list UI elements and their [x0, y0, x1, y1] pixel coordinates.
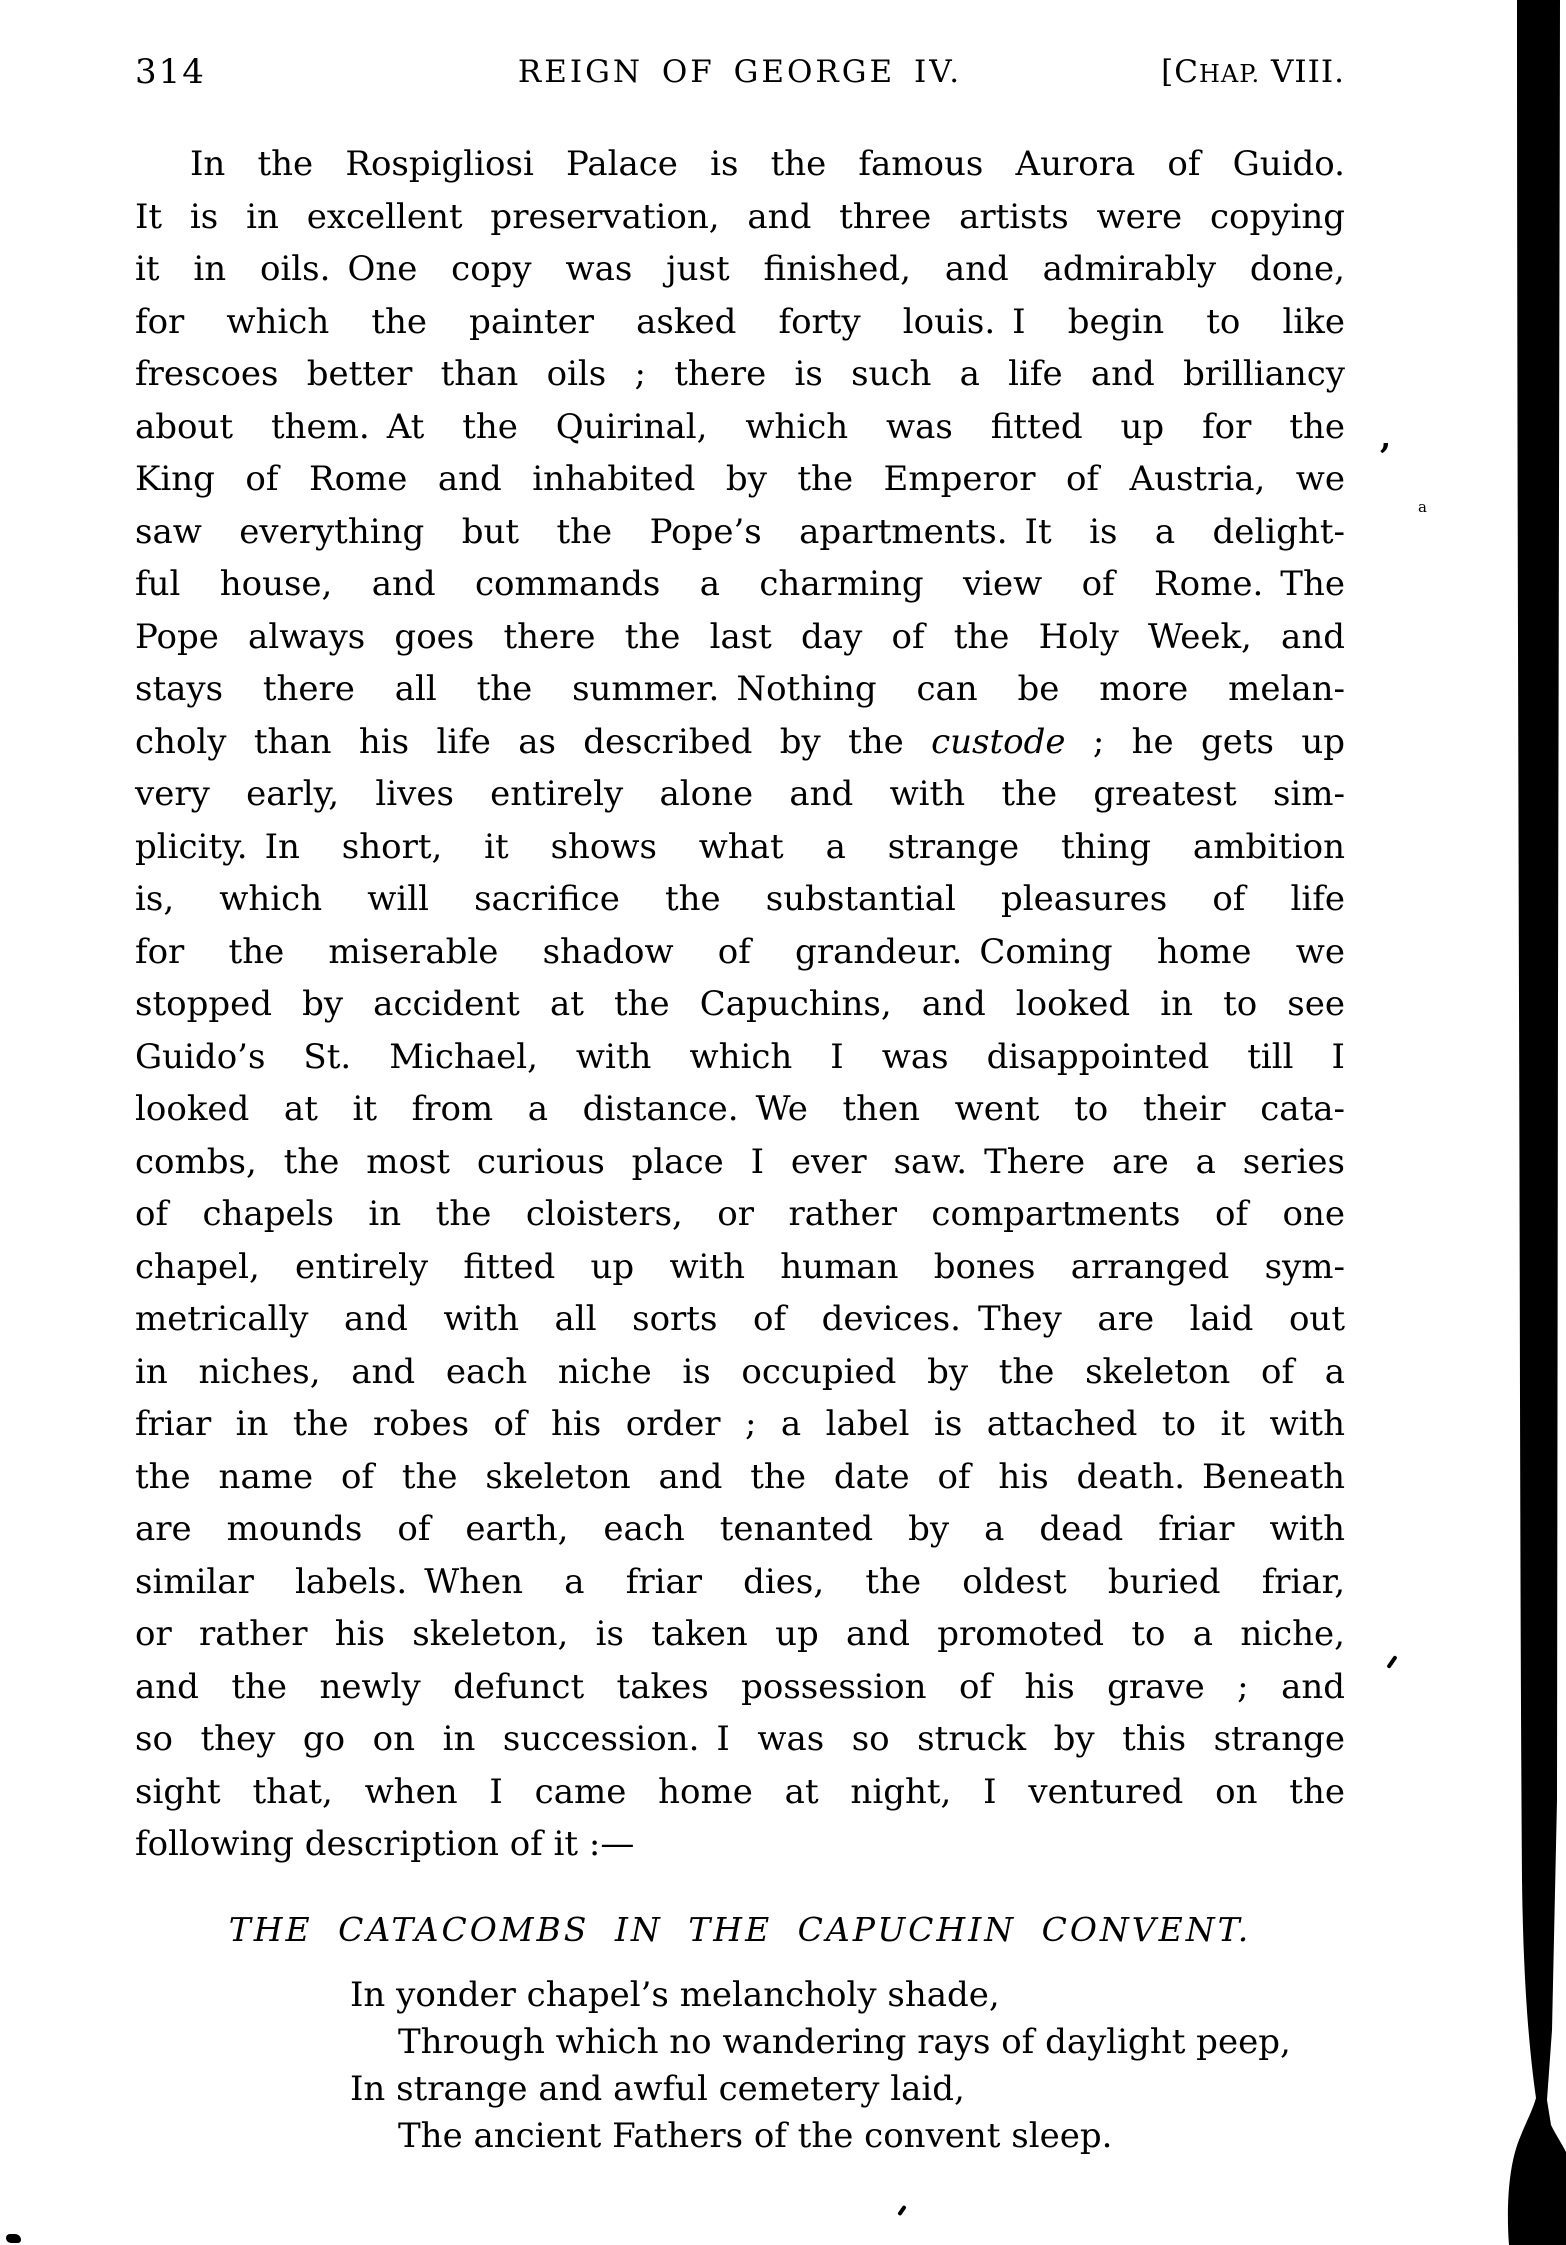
text-line: very early, lives entirely alone and with the greatest sim-: [135, 774, 1345, 814]
ink-tick-bottom: [897, 2205, 907, 2216]
text-line: chapel, entirely fitted up with human bones arranged sym-: [135, 1246, 1345, 1287]
text-line: it in oils. One copy was just finished, and admirably done,: [135, 249, 1345, 289]
ink-tick-right-margin: [1386, 1655, 1397, 1669]
text-line: the name of the skeleton and the date of his death. Beneath: [135, 1456, 1345, 1497]
text-line: King of Rome and inhabited by the Emperor of Austria, we: [135, 459, 1345, 499]
text-line: following description of it :—: [135, 1824, 635, 1864]
text-line: ful house, and commands a charming view of Rome. The: [135, 564, 1345, 604]
text-line: for which the painter asked forty louis. I begin to like: [135, 301, 1345, 342]
running-header: [135, 52, 1345, 96]
scan-gutter-shadow: [1500, 0, 1566, 2245]
ink-speck-letter: a: [1418, 498, 1427, 516]
text-line: Pope always goes there the last day of the Holy Week, and: [135, 616, 1345, 657]
poem-heading: THE CATACOMBS IN THE CAPUCHIN CONVENT.: [228, 1910, 1252, 1949]
text-line: choly than his life as described by the custode ; he gets up: [135, 721, 1345, 762]
ink-blot-bottom-left: [6, 2234, 21, 2243]
text-line: and the newly defunct takes possession of his grave ; and: [135, 1666, 1345, 1707]
poem-line: In strange and awful cemetery laid,: [350, 2069, 965, 2109]
text-line: saw everything but the Pope’s apartments. It is a delight-: [135, 511, 1345, 552]
text-line: stays there all the summer. Nothing can be more melan-: [135, 669, 1345, 709]
body-text: [135, 138, 1345, 1871]
text-line: is, which will sacrifice the substantial pleasures of life: [135, 879, 1345, 919]
text-line: looked at it from a distance. We then went to their cata-: [135, 1089, 1345, 1129]
text-line: It is in excellent preservation, and three artists were copying: [135, 196, 1345, 237]
text-line: so they go on in succession. I was so struck by this strange: [135, 1719, 1345, 1759]
text-line: in niches, and each niche is occupied by the skeleton of a: [135, 1351, 1345, 1392]
text-line: are mounds of earth, each tenanted by a dead friar with: [135, 1509, 1345, 1549]
text-line: frescoes better than oils ; there is such a life and brilliancy: [135, 354, 1345, 394]
chapter-numeral: VIII.: [1260, 54, 1345, 90]
poem-line: In yonder chapel’s melancholy shade,: [350, 1975, 1000, 2015]
text-line: about them. At the Quirinal, which was fitted up for the: [135, 406, 1345, 447]
ink-speck-comma: ,: [1380, 418, 1392, 456]
text-line: Guido’s St. Michael, with which I was disappointed till I: [135, 1036, 1345, 1077]
text-line: combs, the most curious place I ever saw. There are a series: [135, 1141, 1345, 1182]
poem: [350, 1972, 1291, 2160]
page-number: 314: [135, 52, 206, 92]
poem-line: The ancient Fathers of the convent sleep.: [398, 2116, 1113, 2156]
text-line: for the miserable shadow of grandeur. Coming home we: [135, 931, 1345, 972]
text-line: plicity. In short, it shows what a strange thing ambition: [135, 826, 1345, 867]
poem-line: Through which no wandering rays of daylight peep,: [398, 2022, 1291, 2062]
text-line: sight that, when I came home at night, I ventured on the: [135, 1771, 1345, 1812]
text-line: metrically and with all sorts of devices. They are laid out: [135, 1299, 1345, 1339]
chapter-bracket-cap: [C: [1161, 54, 1199, 90]
text-line: of chapels in the cloisters, or rather compartments of one: [135, 1194, 1345, 1234]
text-line: similar labels. When a friar dies, the oldest buried friar,: [135, 1561, 1345, 1602]
chapter-label: [1161, 54, 1345, 90]
text-line: In the Rospigliosi Palace is the famous Aurora of Guido.: [190, 144, 1345, 184]
text-line: or rather his skeleton, is taken up and promoted to a niche,: [135, 1614, 1345, 1654]
text-line: friar in the robes of his order ; a label is attached to it with: [135, 1404, 1345, 1444]
running-title: REIGN OF GEORGE IV.: [517, 54, 963, 90]
text-line: stopped by accident at the Capuchins, and looked in to see: [135, 984, 1345, 1024]
chapter-small-caps: HAP.: [1198, 60, 1261, 88]
